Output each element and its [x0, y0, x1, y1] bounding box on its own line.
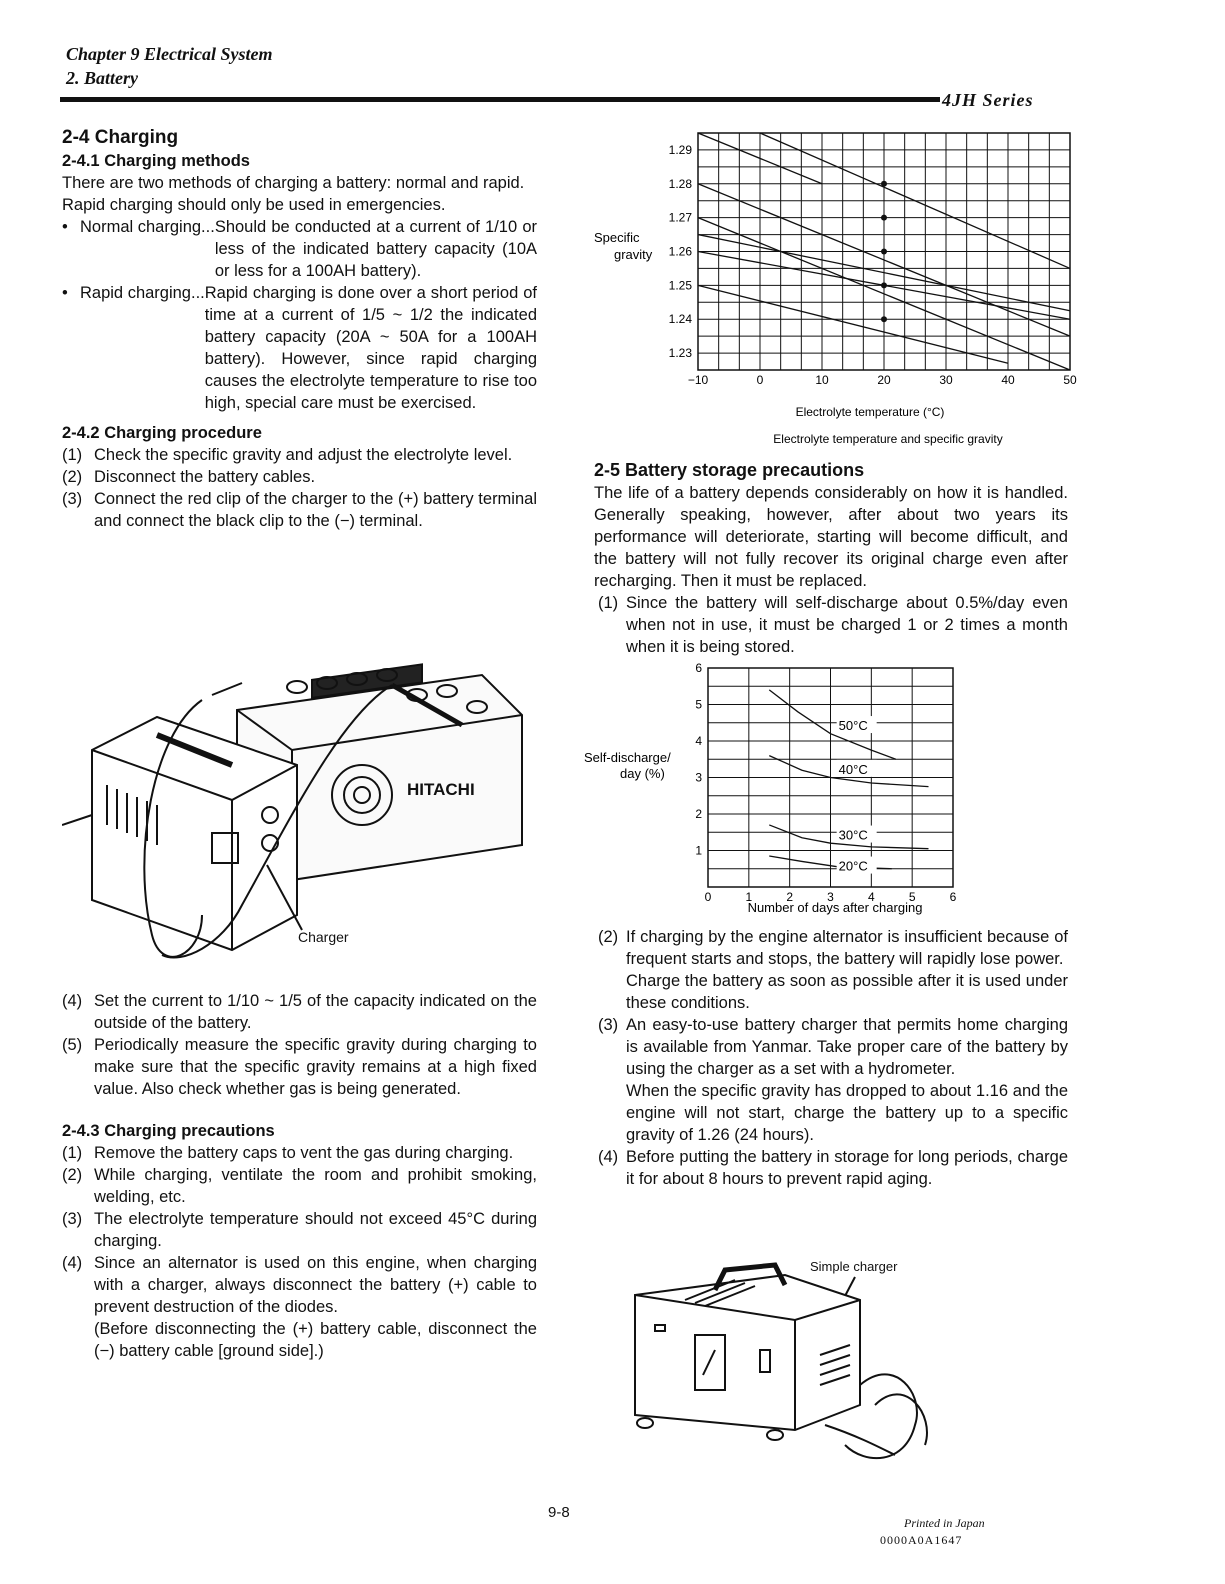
data-point: [881, 249, 887, 255]
x-tick-label: 5: [908, 890, 916, 904]
x-axis-label: Electrolyte temperature (°C): [795, 405, 945, 419]
precaution-item: [62, 1208, 537, 1252]
data-point: [881, 215, 887, 221]
series-label: 50°C: [838, 718, 868, 734]
heading-charging-methods: 2-4.1 Charging methods: [62, 152, 250, 170]
item-number: (1): [62, 446, 83, 464]
bullet-text: Should be conducted at a current of 1/10 or less of the indicated battery capacity (10A or less for a 100AH battery).: [214, 218, 537, 280]
bullet-normal-charging: [62, 216, 537, 282]
storage-item-note: [598, 970, 1068, 1014]
y-axis-label: Specific: [594, 230, 640, 245]
x-tick-label: 30: [939, 373, 953, 387]
x-tick-label: 10: [815, 373, 829, 387]
y-tick-label: 3: [695, 770, 702, 785]
chart-series: [769, 690, 928, 874]
y-axis-label: gravity: [614, 247, 653, 262]
y-tick-label: 1.25: [668, 278, 692, 293]
data-point: [881, 181, 887, 187]
printed-in-label: Printed in Japan: [904, 1516, 985, 1530]
x-tick-label: 6: [949, 890, 957, 904]
storage-item: [594, 592, 1068, 658]
item-number: (3): [598, 1016, 619, 1034]
storage-item: [598, 1014, 1068, 1080]
data-point: [881, 316, 887, 322]
procedure-item: [62, 444, 537, 466]
heading-charging-procedure: 2-4.2 Charging procedure: [62, 424, 262, 442]
y-tick-label: 1.29: [668, 142, 692, 157]
data-point: [881, 282, 887, 288]
chart-ticks: [669, 143, 1077, 387]
right-column-lower: [598, 926, 1068, 1190]
storage-item: [598, 926, 1068, 970]
y-tick-label: 1.23: [668, 346, 692, 361]
y-tick-label: 5: [695, 697, 702, 712]
item-number: (4): [62, 1254, 83, 1272]
document-code: 0000A0A1647: [880, 1533, 963, 1547]
procedure-item: [62, 1034, 537, 1100]
header-rule: [60, 97, 940, 102]
item-text: If charging by the engine alternator is insufficient because of frequent starts and stops, the battery will rapidly lose power.: [626, 928, 1068, 968]
x-tick-label: 50: [1063, 373, 1077, 387]
chart-ticks: [695, 661, 956, 904]
item-number: (4): [62, 992, 83, 1010]
bullet-rapid-charging: [62, 282, 537, 414]
bullet-label: Rapid charging...: [80, 284, 205, 302]
y-tick-label: 1.26: [668, 244, 692, 259]
x-axis-label: Number of days after charging: [747, 900, 923, 915]
paragraph-storage: The life of a battery depends considerably on how it is handled. Generally speaking, however, after about two years its performance will deteriorate, starting will become difficult, and the battery will not fully recover its original charge even after recharging. Then it must be replaced.: [594, 484, 1068, 590]
heading-charging: 2-4 Charging: [62, 127, 179, 148]
y-tick-label: 1.27: [668, 210, 692, 225]
item-text: The electrolyte temperature should not exceed 45°C during charging.: [94, 1210, 537, 1250]
item-text: Check the specific gravity and adjust the electrolyte level.: [94, 446, 513, 464]
procedure-item: [62, 466, 537, 488]
item-text: Since the battery will self-discharge about 0.5%/day even when not in use, it must be charged 1 or 2 times a month when it is being stored.: [626, 594, 1068, 656]
y-axis-label: Self-discharge/: [584, 750, 671, 765]
item-text: While charging, ventilate the room and prohibit smoking, welding, etc.: [94, 1166, 537, 1206]
item-text: Connect the red clip of the charger to the (+) battery terminal and connect the black clip to the (−) terminal.: [94, 490, 537, 530]
x-tick-label: 20: [877, 373, 891, 387]
right-column-upper: [594, 458, 1068, 658]
item-number: (3): [62, 1210, 83, 1228]
precaution-item: [62, 1164, 537, 1208]
item-text: Set the current to 1/10 ~ 1/5 of the capacity indicated on the outside of the battery.: [94, 992, 537, 1032]
storage-item: [598, 1146, 1068, 1190]
item-number: (2): [598, 928, 619, 946]
precaution-note: [62, 1318, 537, 1362]
simple-charger-illustration: [625, 1255, 955, 1480]
series-line: [698, 285, 1008, 363]
precaution-item: [62, 1142, 537, 1164]
bullet-text: Rapid charging is done over a short period of time at a current of 1/5 ~ 1/2 the indicated battery capacity (20A ~ 50A for a 100AH battery). However, since rapid charging causes the electrolyte temperature to rise too high, special care must be exercised.: [204, 284, 537, 412]
y-axis-label: day (%): [620, 766, 665, 781]
series-label: 4JH Series: [942, 90, 1034, 110]
item-number: (1): [62, 1144, 83, 1162]
page-number: 9-8: [548, 1504, 570, 1521]
chapter-title: Chapter 9 Electrical System: [66, 44, 273, 64]
item-text: An easy-to-use battery charger that permits home charging is available from Yanmar. Take proper care of the battery by using the charger as a set with a hydrometer.: [626, 1016, 1068, 1078]
left-column: [62, 126, 537, 532]
series-label: 40°C: [838, 761, 868, 777]
paragraph-methods: There are two methods of charging a battery: normal and rapid.: [62, 174, 525, 192]
item-text: Periodically measure the specific gravity during charging to make sure that the specific gravity remains at a high fixed value. Also check whether gas is being generated.: [94, 1036, 537, 1098]
bullet-dot: •: [62, 284, 68, 302]
precaution-item: [62, 1252, 537, 1318]
item-number: (5): [62, 1036, 83, 1054]
series-label: 20°C: [838, 858, 868, 874]
charger-label: Charger: [298, 929, 349, 945]
simple-charger-label: Simple charger: [810, 1259, 898, 1274]
x-tick-label: 4: [867, 890, 875, 904]
y-tick-label: 1.24: [668, 312, 692, 327]
battery-brand: HITACHI: [407, 780, 475, 799]
item-text: When the specific gravity has dropped to about 1.16 and the engine will not start, charge the battery up to a specific gravity of 1.26 (24 hours).: [626, 1082, 1068, 1144]
specific-gravity-chart: [580, 125, 1080, 455]
x-tick-label: 1: [745, 890, 753, 904]
series-line: [769, 690, 896, 759]
x-tick-label: 0: [704, 890, 712, 904]
left-column-lower: [62, 990, 537, 1362]
item-number: (2): [62, 468, 83, 486]
item-text: Before putting the battery in storage for long periods, charge it for about 8 hours to prevent rapid aging.: [626, 1148, 1068, 1188]
series-label: 30°C: [838, 827, 868, 843]
item-text: Charge the battery as soon as possible after it is used under these conditions.: [626, 972, 1068, 1012]
item-number: (4): [598, 1148, 619, 1166]
section-title: 2. Battery: [66, 68, 138, 88]
y-tick-label: 2: [695, 807, 702, 821]
bullet-dot: •: [62, 218, 68, 236]
self-discharge-chart: [580, 660, 980, 920]
storage-item-note: [598, 1080, 1068, 1146]
item-text: Since an alternator is used on this engine, when charging with a charger, always disconnect the battery (+) cable to prevent destruction of the diodes.: [94, 1254, 537, 1316]
x-tick-label: 40: [1001, 373, 1015, 387]
charger-battery-illustration: [62, 655, 542, 985]
x-tick-label: 2: [786, 890, 794, 904]
bullet-label: Normal charging...: [80, 218, 215, 236]
procedure-item: [62, 990, 537, 1034]
heading-charging-precautions: 2-4.3 Charging precautions: [62, 1122, 275, 1140]
x-tick-label: −10: [687, 373, 709, 387]
item-text: Disconnect the battery cables.: [94, 468, 316, 486]
y-tick-label: 6: [695, 661, 702, 675]
procedure-item: [62, 488, 537, 532]
y-tick-label: 1.28: [668, 176, 692, 191]
item-number: (1): [598, 594, 619, 612]
x-tick-label: 3: [827, 890, 834, 904]
item-text: Remove the battery caps to vent the gas during charging.: [94, 1144, 514, 1162]
item-number: (3): [62, 490, 83, 508]
heading-storage-precautions: 2-5 Battery storage precautions: [594, 460, 865, 480]
paragraph-rapid-note: Rapid charging should only be used in emergencies.: [62, 196, 446, 214]
item-number: (2): [62, 1166, 83, 1184]
x-tick-label: 0: [756, 373, 764, 387]
y-tick-label: 4: [695, 734, 702, 748]
chart-title: Electrolyte temperature and specific gravity: [773, 432, 1003, 446]
y-tick-label: 1: [695, 843, 702, 858]
item-text: (Before disconnecting the (+) battery cable, disconnect the (−) battery cable [ground side].): [94, 1320, 537, 1360]
